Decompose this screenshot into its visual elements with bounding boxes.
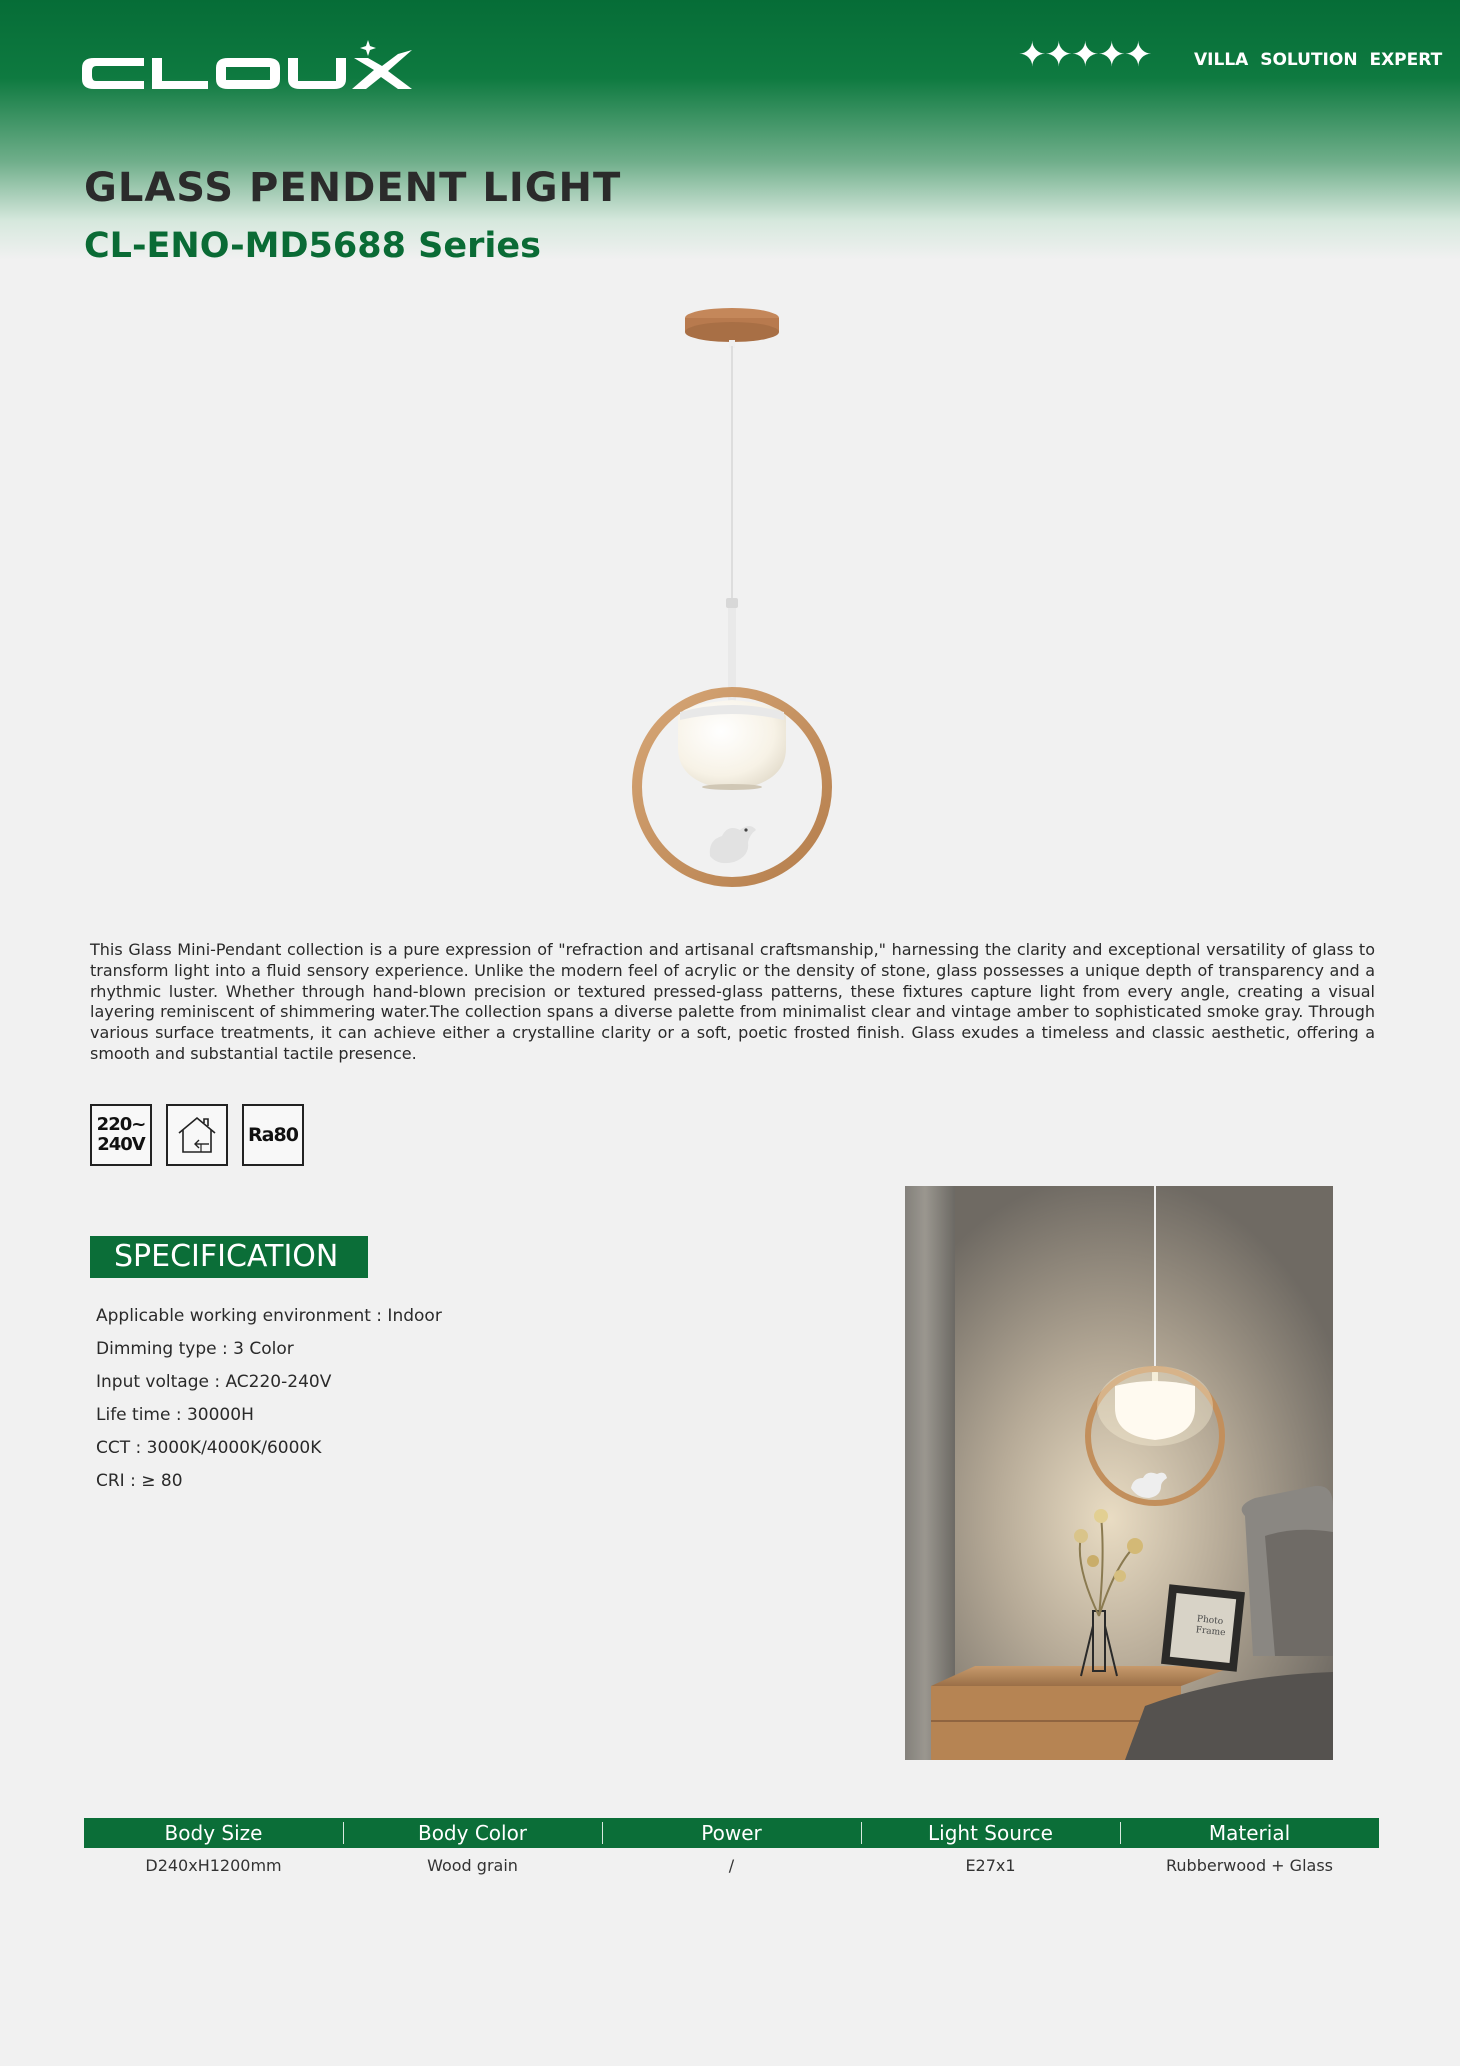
table-cell: Wood grain	[427, 1856, 518, 1875]
table-row	[84, 1848, 1379, 1884]
table-cell: D240xH1200mm	[145, 1856, 282, 1875]
table-cell: /	[728, 1856, 735, 1875]
voltage-line2: 240V	[97, 1134, 145, 1155]
cri-badge: Ra80	[242, 1104, 304, 1166]
spec-table	[84, 1818, 1379, 1884]
table-header-row	[84, 1818, 1379, 1848]
voltage-badge	[90, 1104, 152, 1166]
voltage-line1: 220~	[96, 1114, 146, 1135]
specification-heading: SPECIFICATION	[90, 1236, 368, 1278]
spec-item: Life time : 30000H	[96, 1405, 254, 1425]
specification-list	[96, 1300, 442, 1498]
column-header: Body Size	[164, 1821, 263, 1845]
spec-item: CRI : ≥ 80	[96, 1471, 183, 1491]
table-cell: E27x1	[965, 1856, 1016, 1875]
room-scene-photo	[905, 1186, 1333, 1760]
product-series: CL-ENO-MD5688 Series	[84, 226, 541, 266]
page-title: GLASS PENDENT LIGHT	[84, 165, 622, 211]
spec-item: CCT : 3000K/4000K/6000K	[96, 1438, 322, 1458]
rating-stars: ✦✦✦✦✦	[1018, 35, 1151, 75]
spec-item: Input voltage : AC220-240V	[96, 1372, 332, 1392]
header-band	[0, 0, 1460, 260]
column-header: Power	[602, 1818, 861, 1848]
table-cell: Rubberwood + Glass	[1166, 1856, 1333, 1875]
cloux-logo	[82, 40, 442, 104]
spec-item: Dimming type : 3 Color	[96, 1339, 294, 1359]
product-description: This Glass Mini-Pendant collection is a pure expression of "refraction and artisanal craftsmanship," harnessing the clarity and exceptional versatility of glass to transform light into a fluid sensory experience. Unlike the modern feel of acrylic or the density of stone, glass possesses a unique depth of transparency and a rhythmic luster. Whether through hand-blown precision or textured pressed-glass patterns, these fixtures capture light from every angle, creating a visual layering reminiscent of shimmering water.The collection spans a diverse palette from minimalist clear and vintage amber to sophisticated smoke gray. Through various surface treatments, it can achieve either a crystalline clarity or a soft, poetic frosted finish. Glass exudes a timeless and classic aesthetic, offering a smooth and substantial tactile presence.	[90, 940, 1375, 1063]
indoor-house-icon	[166, 1104, 228, 1166]
column-header: Light Source	[861, 1818, 1120, 1848]
pendant-light-image	[600, 300, 860, 900]
frame-text-line2: Frame	[1195, 1625, 1226, 1639]
frame-text-line1: Photo	[1196, 1614, 1224, 1628]
spec-item: Applicable working environment : Indoor	[96, 1306, 442, 1326]
column-header: Body Color	[343, 1818, 602, 1848]
certification-icons	[90, 1104, 304, 1166]
brand-tagline: VILLA SOLUTION EXPERT	[1194, 50, 1443, 70]
column-header: Material	[1120, 1818, 1379, 1848]
